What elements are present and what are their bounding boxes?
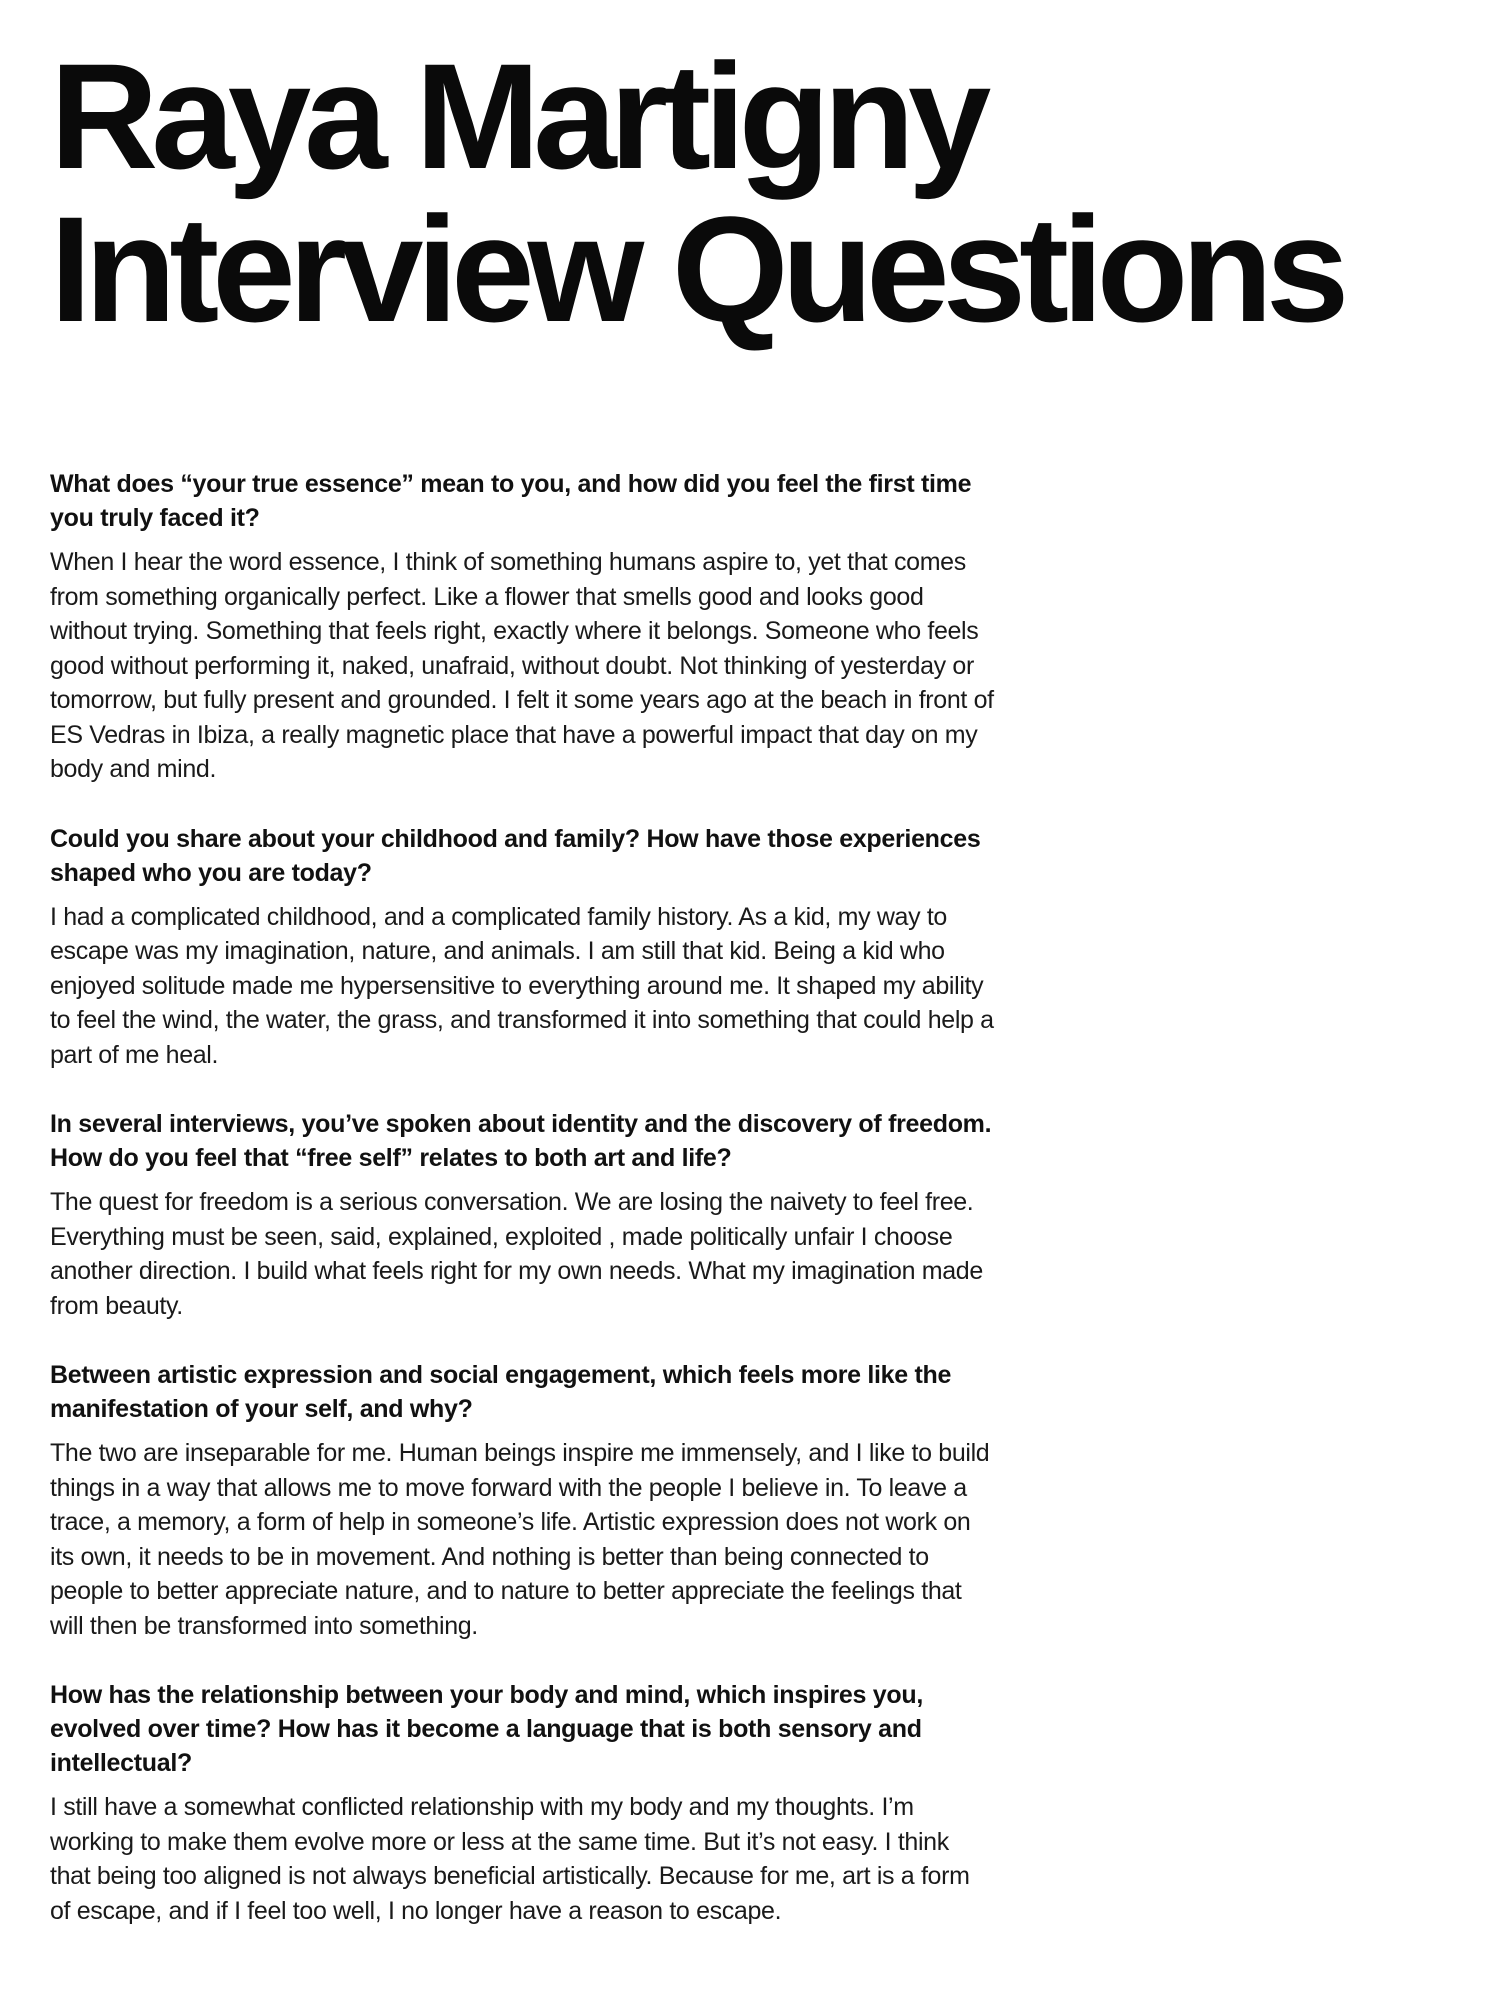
page-title — [50, 32, 1450, 353]
answer-text: I still have a somewhat conflicted relationship with my body and my thoughts. I’m working to make them evolve more or less at the same time. But it’s not easy. I think that being too aligned is not always beneficial artistically. Because for me, art is a form of escape, and if I feel too well, I no longer have a reason to escape. — [50, 1793, 970, 1925]
qa-item — [50, 822, 995, 1073]
qa-item — [50, 467, 995, 787]
question-text: Between artistic expression and social engagement, which feels more like the manifestation of your self, and why? — [50, 1361, 952, 1423]
title-line-1: Raya Martigny — [50, 32, 985, 200]
answer-text: When I hear the word essence, I think of something humans aspire to, yet that comes from something organically perfect. Like a flower that smells good and looks good without trying. Something that feels right, exactly where it belongs. Someone who feels good without performing it, naked, unafraid, without doubt. Not thinking of yesterday or tomorrow, but fully present and grounded. I felt it some years ago at the beach in front of ES Vedras in Ibiza, a really magnetic place that have a powerful impact that day on my body and mind. — [50, 548, 994, 783]
qa-list — [50, 467, 995, 1963]
question-text: How has the relationship between your body and mind, which inspires you, evolved over time? How has it become a language that is both sensory and intellectual? — [50, 1681, 923, 1777]
answer-text: The quest for freedom is a serious conversation. We are losing the naivety to feel free. Everything must be seen, said, explained, exploited , made politically unfair I choose another direction. I build what feels right for my own needs. What my imagination made from beauty. — [50, 1188, 983, 1320]
document-page — [50, 32, 1450, 1925]
answer-text: I had a complicated childhood, and a complicated family history. As a kid, my way to escape was my imagination, nature, and animals. I am still that kid. Being a kid who enjoyed solitude made me hypersensitive to everything around me. It shaped my ability to feel the wind, the water, the grass, and transformed it into something that could help a part of me heal. — [50, 902, 994, 1069]
question-text: Could you share about your childhood and family? How have those experiences shaped who you are today? — [50, 824, 981, 887]
question-text: In several interviews, you’ve spoken about identity and the discovery of freedom. How do you feel that “free self” relates to both art and life? — [50, 1110, 992, 1172]
qa-item — [50, 1107, 995, 1323]
qa-item — [50, 1678, 995, 1928]
qa-item — [50, 1358, 995, 1643]
question-text: What does “your true essence” mean to you, and how did you feel the first time you truly faced it? — [50, 470, 972, 532]
title-line-2: Interview Questions — [50, 185, 1343, 353]
answer-text: The two are inseparable for me. Human beings inspire me immensely, and I like to build things in a way that allows me to move forward with the people I believe in. To leave a trace, a memory, a form of help in someone’s life. Artistic expression does not work on its own, it needs to be in movement. And nothing is better than being connected to people to better appreciate nature, and to nature to better appreciate the feelings that will then be transformed into something. — [50, 1439, 990, 1640]
